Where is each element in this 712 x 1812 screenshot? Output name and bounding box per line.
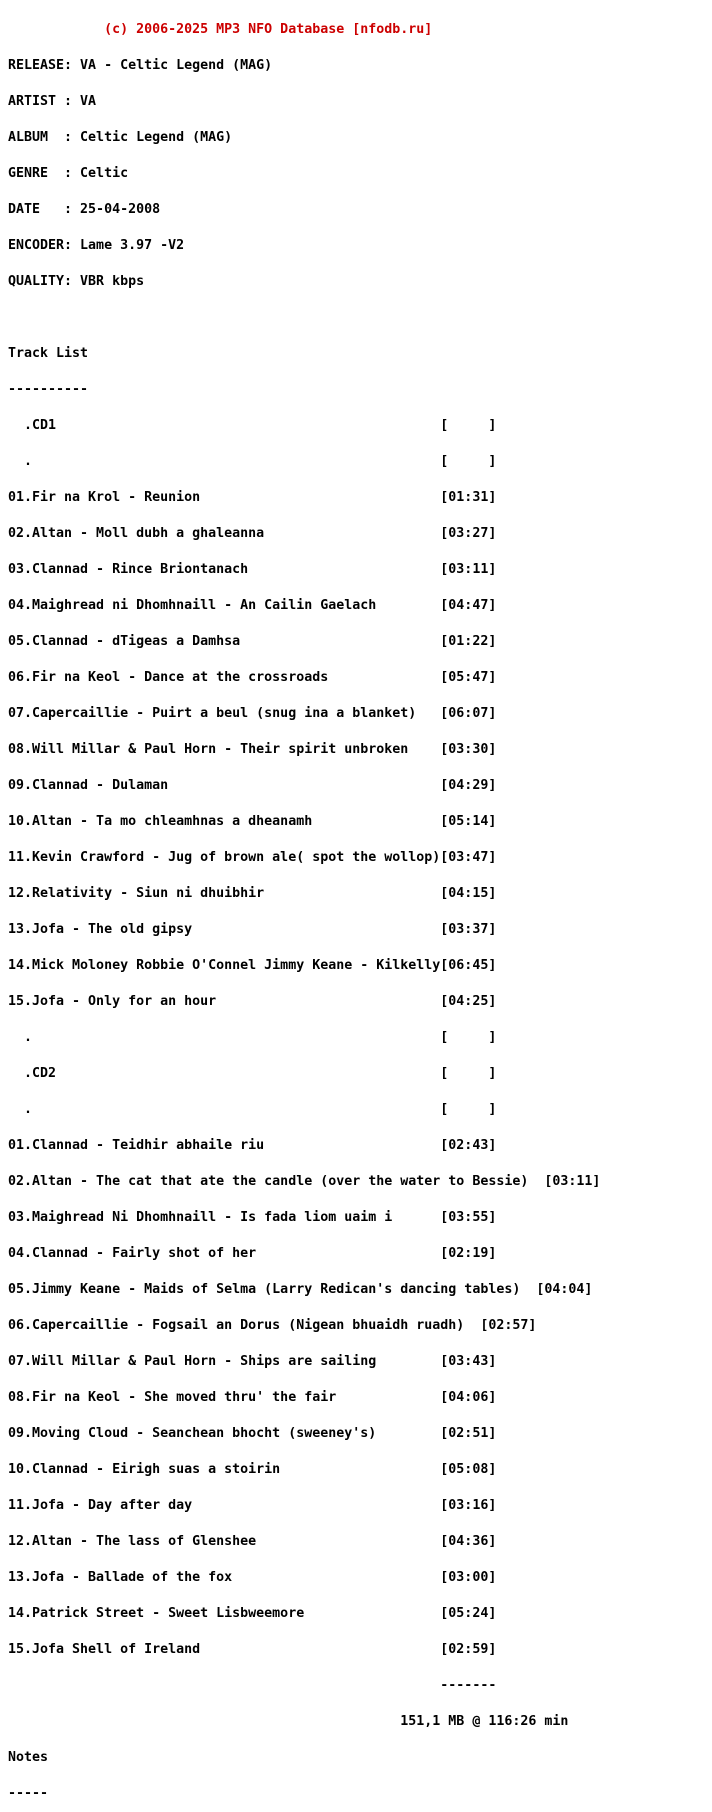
track-line: 05.Clannad - dTigeas a Damhsa [01:22] <box>8 634 497 649</box>
track-line: 11.Kevin Crawford - Jug of brown ale( spot the wollop)[03:47] <box>8 850 497 865</box>
notes-heading: Notes <box>8 1750 49 1765</box>
tracklist-underline: ---------- <box>8 382 89 397</box>
track-line: 02.Altan - The cat that ate the candle (over the water to Bessie) [03:11] <box>8 1174 601 1189</box>
cd2-heading: .CD2 [ ] <box>8 1066 497 1081</box>
track-line: 10.Altan - Ta mo chleamhnas a dheanamh [05:14] <box>8 814 497 829</box>
track-line: 13.Jofa - The old gipsy [03:37] <box>8 922 497 937</box>
cd2-spacer: . [ ] <box>8 1102 497 1117</box>
genre-line: GENRE : Celtic <box>8 166 129 181</box>
blank-line <box>8 312 600 324</box>
track-line: 07.Will Millar & Paul Horn - Ships are sailing [03:43] <box>8 1354 497 1369</box>
track-line: 15.Jofa Shell of Ireland [02:59] <box>8 1642 497 1657</box>
track-line: 08.Will Millar & Paul Horn - Their spirit unbroken [03:30] <box>8 742 497 757</box>
tracklist-heading: Track List <box>8 346 89 361</box>
track-line: 08.Fir na Keol - She moved thru' the fair [04:06] <box>8 1390 497 1405</box>
album-line: ALBUM : Celtic Legend (MAG) <box>8 130 233 145</box>
track-line: 10.Clannad - Eirigh suas a stoirin [05:08] <box>8 1462 497 1477</box>
track-line: 12.Altan - The lass of Glenshee [04:36] <box>8 1534 497 1549</box>
artist-line: ARTIST : VA <box>8 94 97 109</box>
quality-line: QUALITY: VBR kbps <box>8 274 145 289</box>
track-line: 06.Fir na Keol - Dance at the crossroads [05:47] <box>8 670 497 685</box>
release-line: RELEASE: VA - Celtic Legend (MAG) <box>8 58 273 73</box>
track-line: 05.Jimmy Keane - Maids of Selma (Larry Redican's dancing tables) [04:04] <box>8 1282 593 1297</box>
track-line: 13.Jofa - Ballade of the fox [03:00] <box>8 1570 497 1585</box>
total-size-duration: 151,1 MB @ 116:26 min <box>8 1714 569 1729</box>
track-line: 09.Clannad - Dulaman [04:29] <box>8 778 497 793</box>
notes-underline: ----- <box>8 1786 49 1801</box>
track-line: 04.Maighread ni Dhomhnaill - An Cailin Gaelach [04:47] <box>8 598 497 613</box>
track-line: 11.Jofa - Day after day [03:16] <box>8 1498 497 1513</box>
track-line: 14.Patrick Street - Sweet Lisbweemore [05:24] <box>8 1606 497 1621</box>
track-line: 03.Maighread Ni Dhomhnaill - Is fada liom uaim i [03:55] <box>8 1210 497 1225</box>
track-line: 09.Moving Cloud - Seanchean bhocht (sweeney's) [02:51] <box>8 1426 497 1441</box>
track-line: 06.Capercaillie - Fogsail an Dorus (Nigean bhuaidh ruadh) [02:57] <box>8 1318 537 1333</box>
track-line: 01.Clannad - Teidhir abhaile riu [02:43] <box>8 1138 497 1153</box>
nfo-text-block <box>8 0 600 1812</box>
total-separator: ------- <box>8 1678 497 1693</box>
date-line: DATE : 25-04-2008 <box>8 202 161 217</box>
track-line: 03.Clannad - Rince Briontanach [03:11] <box>8 562 497 577</box>
track-line: 14.Mick Moloney Robbie O'Connel Jimmy Keane - Kilkelly[06:45] <box>8 958 497 973</box>
track-line: 15.Jofa - Only for an hour [04:25] <box>8 994 497 1009</box>
track-line: 12.Relativity - Siun ni dhuibhir [04:15] <box>8 886 497 901</box>
track-line: 02.Altan - Moll dubh a ghaleanna [03:27] <box>8 526 497 541</box>
copyright-banner: (c) 2006-2025 MP3 NFO Database [nfodb.ru] <box>8 22 433 37</box>
cd1-heading: .CD1 [ ] <box>8 418 497 433</box>
track-line: 01.Fir na Krol - Reunion [01:31] <box>8 490 497 505</box>
cd1-spacer: . [ ] <box>8 454 497 469</box>
track-line: 04.Clannad - Fairly shot of her [02:19] <box>8 1246 497 1261</box>
encoder-line: ENCODER: Lame 3.97 -V2 <box>8 238 185 253</box>
track-line: 07.Capercaillie - Puirt a beul (snug ina a blanket) [06:07] <box>8 706 497 721</box>
cd-spacer: . [ ] <box>8 1030 497 1045</box>
